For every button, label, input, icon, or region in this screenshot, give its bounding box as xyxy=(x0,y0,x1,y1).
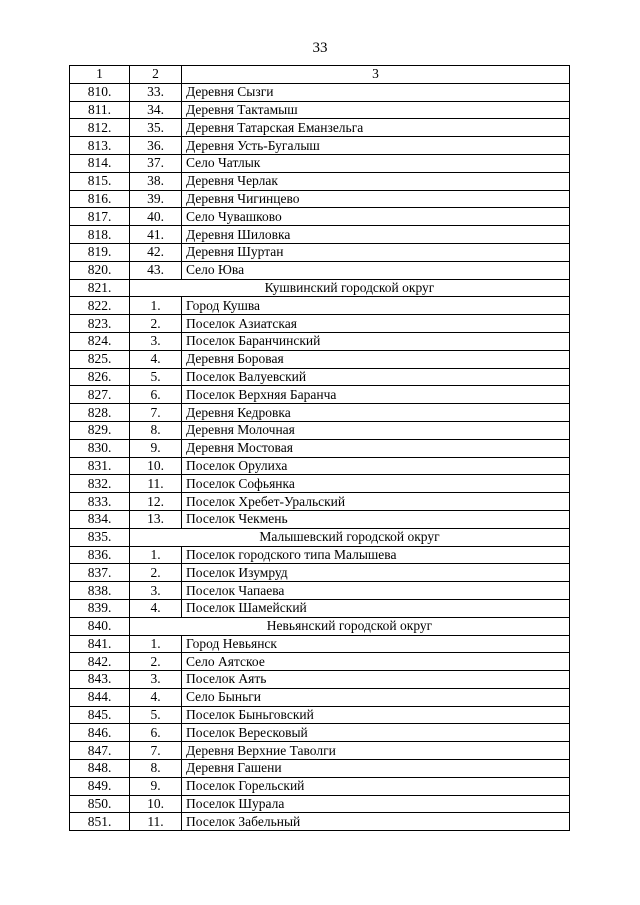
settlement-name-cell: Деревня Тактамыш xyxy=(182,101,570,119)
row-number-cell: 816. xyxy=(70,190,130,208)
row-number-cell: 818. xyxy=(70,226,130,244)
row-number-cell: 811. xyxy=(70,101,130,119)
table-group-row xyxy=(70,528,570,546)
settlement-name-cell: Деревня Гашени xyxy=(182,760,570,778)
row-number-cell: 820. xyxy=(70,261,130,279)
settlement-name-cell: Город Невьянск xyxy=(182,635,570,653)
settlement-name-cell: Деревня Верхние Таволги xyxy=(182,742,570,760)
column-header-2: 2 xyxy=(130,66,182,84)
sub-number-cell: 7. xyxy=(130,742,182,760)
sub-number-cell: 6. xyxy=(130,724,182,742)
row-number-cell: 843. xyxy=(70,671,130,689)
settlement-name-cell: Поселок Горельский xyxy=(182,777,570,795)
row-number-cell: 815. xyxy=(70,172,130,190)
row-number-cell: 827. xyxy=(70,386,130,404)
sub-number-cell: 2. xyxy=(130,315,182,333)
row-number-cell: 823. xyxy=(70,315,130,333)
sub-number-cell: 4. xyxy=(130,350,182,368)
table-row xyxy=(70,101,570,119)
row-number-cell: 841. xyxy=(70,635,130,653)
table-row xyxy=(70,635,570,653)
sub-number-cell: 1. xyxy=(130,546,182,564)
sub-number-cell: 39. xyxy=(130,190,182,208)
table-row xyxy=(70,297,570,315)
settlement-name-cell: Поселок Валуевский xyxy=(182,368,570,386)
table-row xyxy=(70,261,570,279)
sub-number-cell: 2. xyxy=(130,564,182,582)
table-row xyxy=(70,653,570,671)
table-row xyxy=(70,671,570,689)
table-group-row xyxy=(70,617,570,635)
column-header-3: 3 xyxy=(182,66,570,84)
settlement-name-cell: Деревня Шиловка xyxy=(182,226,570,244)
settlement-name-cell: Деревня Кедровка xyxy=(182,404,570,422)
settlement-name-cell: Поселок Чекмень xyxy=(182,510,570,528)
table-row xyxy=(70,172,570,190)
settlement-name-cell: Деревня Татарская Еманзельга xyxy=(182,119,570,137)
row-number-cell: 833. xyxy=(70,493,130,511)
row-number-cell: 830. xyxy=(70,439,130,457)
row-number-cell: 828. xyxy=(70,404,130,422)
table-row xyxy=(70,795,570,813)
row-number-cell: 847. xyxy=(70,742,130,760)
row-number-cell: 817. xyxy=(70,208,130,226)
sub-number-cell: 1. xyxy=(130,297,182,315)
row-number-cell: 819. xyxy=(70,243,130,261)
sub-number-cell: 2. xyxy=(130,653,182,671)
sub-number-cell: 12. xyxy=(130,493,182,511)
table-row xyxy=(70,564,570,582)
settlement-name-cell: Село Быньги xyxy=(182,688,570,706)
row-number-cell: 845. xyxy=(70,706,130,724)
settlement-name-cell: Поселок Забельный xyxy=(182,813,570,831)
row-number-cell: 836. xyxy=(70,546,130,564)
row-number-cell: 840. xyxy=(70,617,130,635)
table-row xyxy=(70,599,570,617)
sub-number-cell: 10. xyxy=(130,795,182,813)
sub-number-cell: 3. xyxy=(130,671,182,689)
table-row xyxy=(70,243,570,261)
table-row xyxy=(70,226,570,244)
table-row xyxy=(70,119,570,137)
column-header-1: 1 xyxy=(70,66,130,84)
sub-number-cell: 9. xyxy=(130,439,182,457)
sub-number-cell: 38. xyxy=(130,172,182,190)
table-row xyxy=(70,510,570,528)
settlement-name-cell: Поселок Чапаева xyxy=(182,582,570,600)
settlement-name-cell: Деревня Шуртан xyxy=(182,243,570,261)
table-row xyxy=(70,154,570,172)
settlement-name-cell: Поселок Баранчинский xyxy=(182,332,570,350)
settlement-name-cell: Деревня Черлак xyxy=(182,172,570,190)
table-row xyxy=(70,475,570,493)
settlement-name-cell: Деревня Усть-Бугалыш xyxy=(182,137,570,155)
sub-number-cell: 13. xyxy=(130,510,182,528)
sub-number-cell: 11. xyxy=(130,813,182,831)
table-row xyxy=(70,760,570,778)
sub-number-cell: 35. xyxy=(130,119,182,137)
sub-number-cell: 43. xyxy=(130,261,182,279)
table-row xyxy=(70,83,570,101)
settlement-name-cell: Поселок Изумруд xyxy=(182,564,570,582)
sub-number-cell: 41. xyxy=(130,226,182,244)
sub-number-cell: 10. xyxy=(130,457,182,475)
row-number-cell: 829. xyxy=(70,421,130,439)
sub-number-cell: 9. xyxy=(130,777,182,795)
row-number-cell: 846. xyxy=(70,724,130,742)
sub-number-cell: 3. xyxy=(130,332,182,350)
settlement-name-cell: Поселок Орулиха xyxy=(182,457,570,475)
settlement-name-cell: Деревня Мостовая xyxy=(182,439,570,457)
settlement-name-cell: Село Юва xyxy=(182,261,570,279)
sub-number-cell: 33. xyxy=(130,83,182,101)
table-row xyxy=(70,546,570,564)
settlement-name-cell: Поселок городского типа Малышева xyxy=(182,546,570,564)
table-header-row xyxy=(70,66,570,84)
table-row xyxy=(70,724,570,742)
sub-number-cell: 3. xyxy=(130,582,182,600)
table-row xyxy=(70,439,570,457)
row-number-cell: 844. xyxy=(70,688,130,706)
settlement-name-cell: Поселок Быньговский xyxy=(182,706,570,724)
table-row xyxy=(70,742,570,760)
row-number-cell: 835. xyxy=(70,528,130,546)
table-row xyxy=(70,582,570,600)
sub-number-cell: 8. xyxy=(130,760,182,778)
page-number: 33 xyxy=(312,40,328,56)
settlement-name-cell: Поселок Шурала xyxy=(182,795,570,813)
settlement-name-cell: Город Кушва xyxy=(182,297,570,315)
row-number-cell: 814. xyxy=(70,154,130,172)
table-row xyxy=(70,315,570,333)
settlement-name-cell: Поселок Хребет-Уральский xyxy=(182,493,570,511)
sub-number-cell: 40. xyxy=(130,208,182,226)
settlement-name-cell: Поселок Софьянка xyxy=(182,475,570,493)
settlement-name-cell: Село Чувашково xyxy=(182,208,570,226)
row-number-cell: 851. xyxy=(70,813,130,831)
row-number-cell: 848. xyxy=(70,760,130,778)
row-number-cell: 837. xyxy=(70,564,130,582)
settlement-name-cell: Поселок Аять xyxy=(182,671,570,689)
row-number-cell: 825. xyxy=(70,350,130,368)
settlement-name-cell: Деревня Молочная xyxy=(182,421,570,439)
sub-number-cell: 5. xyxy=(130,368,182,386)
table-row xyxy=(70,813,570,831)
table-row xyxy=(70,368,570,386)
settlement-name-cell: Деревня Чигинцево xyxy=(182,190,570,208)
row-number-cell: 850. xyxy=(70,795,130,813)
table-row xyxy=(70,208,570,226)
sub-number-cell: 5. xyxy=(130,706,182,724)
settlement-name-cell: Поселок Верхняя Баранча xyxy=(182,386,570,404)
row-number-cell: 832. xyxy=(70,475,130,493)
sub-number-cell: 4. xyxy=(130,599,182,617)
table-row xyxy=(70,350,570,368)
group-title-cell: Кушвинский городской округ xyxy=(130,279,570,297)
table-row xyxy=(70,688,570,706)
table-row xyxy=(70,190,570,208)
sub-number-cell: 36. xyxy=(130,137,182,155)
row-number-cell: 838. xyxy=(70,582,130,600)
sub-number-cell: 7. xyxy=(130,404,182,422)
table-row xyxy=(70,137,570,155)
row-number-cell: 824. xyxy=(70,332,130,350)
row-number-cell: 834. xyxy=(70,510,130,528)
table-group-row xyxy=(70,279,570,297)
row-number-cell: 826. xyxy=(70,368,130,386)
row-number-cell: 822. xyxy=(70,297,130,315)
row-number-cell: 849. xyxy=(70,777,130,795)
sub-number-cell: 4. xyxy=(130,688,182,706)
table-row xyxy=(70,386,570,404)
table-row xyxy=(70,706,570,724)
table-row xyxy=(70,457,570,475)
table-row xyxy=(70,404,570,422)
table-body xyxy=(70,83,570,830)
table-row xyxy=(70,493,570,511)
table-row xyxy=(70,421,570,439)
table-row xyxy=(70,777,570,795)
row-number-cell: 839. xyxy=(70,599,130,617)
sub-number-cell: 11. xyxy=(130,475,182,493)
sub-number-cell: 1. xyxy=(130,635,182,653)
row-number-cell: 831. xyxy=(70,457,130,475)
sub-number-cell: 6. xyxy=(130,386,182,404)
settlement-name-cell: Поселок Шамейский xyxy=(182,599,570,617)
row-number-cell: 813. xyxy=(70,137,130,155)
sub-number-cell: 42. xyxy=(130,243,182,261)
settlement-name-cell: Деревня Боровая xyxy=(182,350,570,368)
group-title-cell: Невьянский городской округ xyxy=(130,617,570,635)
group-title-cell: Малышевский городской округ xyxy=(130,528,570,546)
settlement-name-cell: Поселок Вересковый xyxy=(182,724,570,742)
sub-number-cell: 34. xyxy=(130,101,182,119)
settlement-name-cell: Поселок Азиатская xyxy=(182,315,570,333)
sub-number-cell: 37. xyxy=(130,154,182,172)
row-number-cell: 821. xyxy=(70,279,130,297)
table-row xyxy=(70,332,570,350)
settlement-name-cell: Село Чатлык xyxy=(182,154,570,172)
row-number-cell: 812. xyxy=(70,119,130,137)
settlements-table xyxy=(69,65,570,831)
row-number-cell: 842. xyxy=(70,653,130,671)
sub-number-cell: 8. xyxy=(130,421,182,439)
settlement-name-cell: Село Аятское xyxy=(182,653,570,671)
row-number-cell: 810. xyxy=(70,83,130,101)
settlement-name-cell: Деревня Сызги xyxy=(182,83,570,101)
